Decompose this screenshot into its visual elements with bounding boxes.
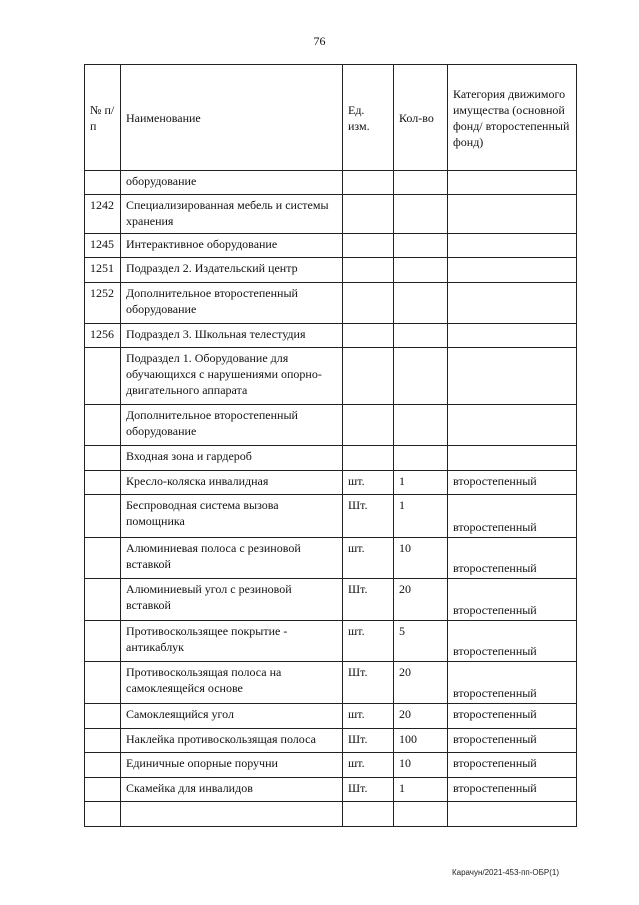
cell-name: Алюминиевая полоса с резиновой вставкой [121, 538, 343, 579]
table-row [85, 538, 577, 579]
cell-unit [343, 446, 394, 471]
cell-unit [343, 324, 394, 348]
cell-unit: Шт. [343, 729, 394, 753]
cell-qty: 20 [394, 579, 448, 621]
cell-unit [343, 283, 394, 324]
cell-num [85, 729, 121, 753]
cell-category [448, 283, 577, 324]
cell-category [448, 446, 577, 471]
cell-name: Дополнительное второстепенный оборудование [121, 283, 343, 324]
cell-qty [394, 446, 448, 471]
cell-num [85, 538, 121, 579]
table-row [85, 778, 577, 802]
cell-name: Подраздел 1. Оборудование для обучающихся с нарушениями опорно-двигательного аппарата [121, 348, 343, 405]
cell-category [448, 324, 577, 348]
table-body [85, 171, 577, 827]
cell-num [85, 171, 121, 195]
cell-qty: 1 [394, 778, 448, 802]
header-num: № п/п [85, 65, 121, 171]
table-row [85, 729, 577, 753]
cell-category [448, 171, 577, 195]
cell-num: 1242 [85, 195, 121, 234]
cell-qty: 10 [394, 753, 448, 778]
header-category: Категория движимого имущества (основной фонд/ второстепенный фонд) [448, 65, 577, 171]
cell-num: 1256 [85, 324, 121, 348]
cell-num [85, 621, 121, 662]
page-number: 76 [313, 34, 326, 48]
cell-name: Входная зона и гардероб [121, 446, 343, 471]
cell-unit [343, 802, 394, 827]
cell-name: Наклейка противоскользящая полоса [121, 729, 343, 753]
cell-name: Кресло-коляска инвалидная [121, 471, 343, 495]
table-row [85, 662, 577, 704]
cell-num: 1251 [85, 258, 121, 283]
cell-unit [343, 258, 394, 283]
table-row [85, 258, 577, 283]
cell-num [85, 579, 121, 621]
cell-unit: Шт. [343, 495, 394, 538]
cell-name: Алюминиевый угол с резиновой вставкой [121, 579, 343, 621]
cell-qty [394, 405, 448, 446]
cell-qty: 1 [394, 471, 448, 495]
cell-unit [343, 405, 394, 446]
cell-unit: шт. [343, 621, 394, 662]
cell-category [448, 348, 577, 405]
cell-name: Противоскользящая полоса на самоклеящейся основе [121, 662, 343, 704]
cell-category: второстепенный [448, 778, 577, 802]
header-unit: Ед. изм. [343, 65, 394, 171]
cell-num: 1245 [85, 234, 121, 258]
table-row [85, 704, 577, 729]
cell-category: второстепенный [448, 729, 577, 753]
table-header-row [85, 65, 577, 171]
cell-qty [394, 171, 448, 195]
cell-num [85, 471, 121, 495]
cell-num [85, 753, 121, 778]
cell-name: Подраздел 2. Издательский центр [121, 258, 343, 283]
footer-document-code: Карачун/2021-453-пп-ОБР(1) [451, 868, 559, 877]
cell-num [85, 446, 121, 471]
table-row [85, 234, 577, 258]
cell-num [85, 662, 121, 704]
table-row [85, 802, 577, 827]
cell-name: Самоклеящийся угол [121, 704, 343, 729]
cell-category: второстепенный [448, 662, 577, 704]
cell-unit [343, 171, 394, 195]
cell-num [85, 802, 121, 827]
cell-qty: 1 [394, 495, 448, 538]
cell-name: Противоскользящее покрытие - антикаблук [121, 621, 343, 662]
cell-name: Дополнительное второстепенный оборудование [121, 405, 343, 446]
cell-qty [394, 283, 448, 324]
cell-category [448, 258, 577, 283]
cell-name: Подраздел 3. Школьная телестудия [121, 324, 343, 348]
inventory-table [84, 64, 577, 827]
cell-unit: шт. [343, 704, 394, 729]
cell-unit [343, 195, 394, 234]
cell-qty: 20 [394, 704, 448, 729]
header-qty: Кол-во [394, 65, 448, 171]
cell-qty: 5 [394, 621, 448, 662]
cell-category [448, 405, 577, 446]
table-row [85, 753, 577, 778]
cell-name: Скамейка для инвалидов [121, 778, 343, 802]
cell-name: Беспроводная система вызова помощника [121, 495, 343, 538]
table-row [85, 579, 577, 621]
cell-unit: шт. [343, 753, 394, 778]
table-row [85, 283, 577, 324]
cell-num [85, 778, 121, 802]
cell-qty [394, 348, 448, 405]
table-row [85, 446, 577, 471]
header-name: Наименование [121, 65, 343, 171]
cell-qty: 100 [394, 729, 448, 753]
cell-category [448, 802, 577, 827]
cell-unit: Шт. [343, 778, 394, 802]
cell-category: второстепенный [448, 621, 577, 662]
cell-qty: 20 [394, 662, 448, 704]
cell-qty [394, 324, 448, 348]
table-row [85, 171, 577, 195]
cell-category: второстепенный [448, 704, 577, 729]
table-row [85, 348, 577, 405]
cell-name [121, 802, 343, 827]
cell-category: второстепенный [448, 538, 577, 579]
cell-name: оборудование [121, 171, 343, 195]
cell-unit [343, 348, 394, 405]
cell-category: второстепенный [448, 495, 577, 538]
cell-category [448, 234, 577, 258]
table-row [85, 495, 577, 538]
table-row [85, 405, 577, 446]
cell-unit: шт. [343, 538, 394, 579]
cell-num: 1252 [85, 283, 121, 324]
cell-qty [394, 258, 448, 283]
cell-qty [394, 195, 448, 234]
cell-category: второстепенный [448, 753, 577, 778]
cell-num [85, 495, 121, 538]
cell-qty [394, 234, 448, 258]
cell-category: второстепенный [448, 579, 577, 621]
cell-category [448, 195, 577, 234]
cell-num [85, 405, 121, 446]
cell-name: Единичные опорные поручни [121, 753, 343, 778]
cell-num [85, 348, 121, 405]
table-row [85, 324, 577, 348]
cell-num [85, 704, 121, 729]
table-row [85, 195, 577, 234]
cell-unit: шт. [343, 471, 394, 495]
cell-qty: 10 [394, 538, 448, 579]
table-row [85, 621, 577, 662]
cell-qty [394, 802, 448, 827]
cell-name: Специализированная мебель и системы хранения [121, 195, 343, 234]
cell-unit [343, 234, 394, 258]
cell-category: второстепенный [448, 471, 577, 495]
cell-name: Интерактивное оборудование [121, 234, 343, 258]
cell-unit: Шт. [343, 662, 394, 704]
table-row [85, 471, 577, 495]
cell-unit: Шт. [343, 579, 394, 621]
